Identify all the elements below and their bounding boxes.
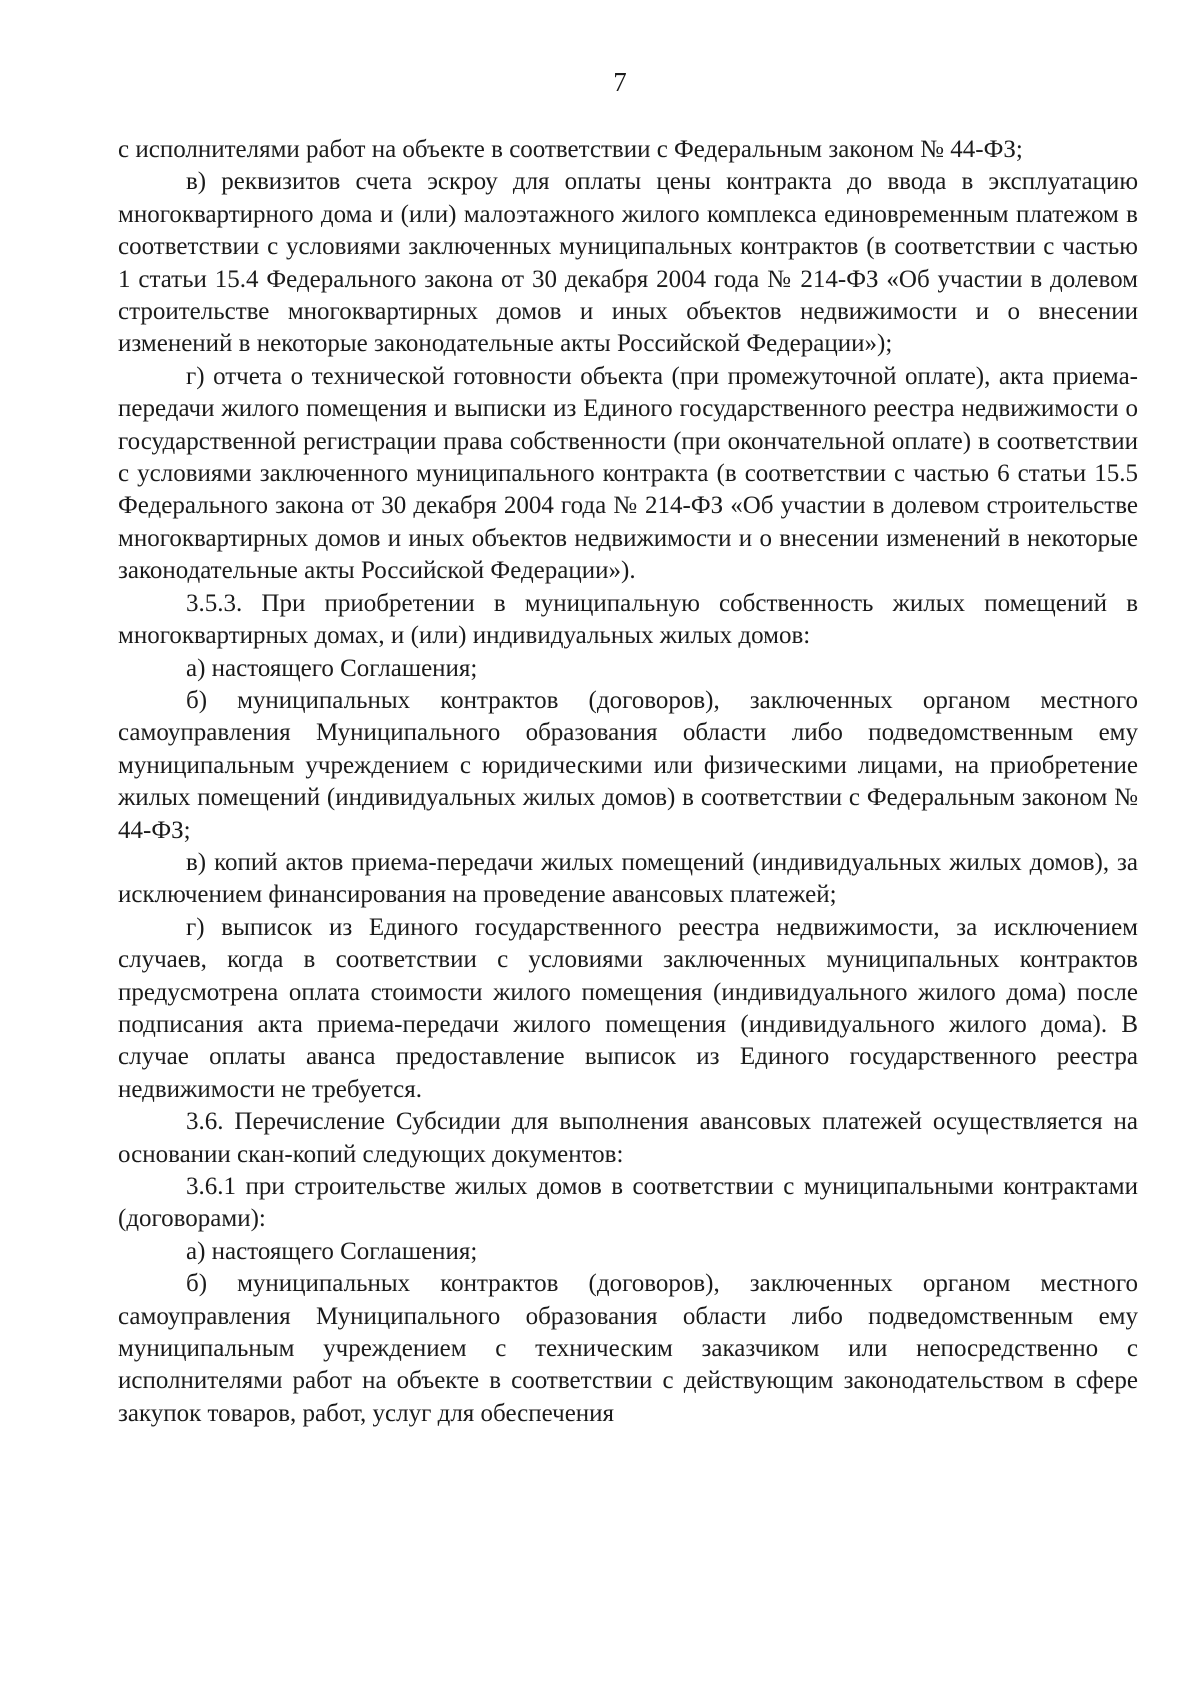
paragraph-item-g-extracts: г) выписок из Единого государственного реестра недвижимости, за исключением случаев, когда в соответствии с условиями заключенных муниципальных контрактов предусмотрена оплата стоимости жилого помещения (индивидуального жилого дома) после подписания акта приема-передачи жилого помещения (индивидуального жилого дома). В случае оплаты аванса предоставление выписок из Единого государственного реестра недвижимости не требуется. (118, 913, 1138, 1103)
paragraph-item-b-contracts-2: б) муниципальных контрактов (договоров), заключенных органом местного самоуправления Муниципального образования области либо подведомственным ему муниципальным учреждением с техническим заказчиком или непосредственно с исполнителями работ на объекте в соответствии с действующим законодательством в сфере закупок товаров, работ, услуг для обеспечения (118, 1270, 1138, 1427)
paragraph-continuation: с исполнителями работ на объекте в соответствии с Федеральным законом № 44-ФЗ; (118, 136, 1023, 163)
paragraph-3-6: 3.6. Перечисление Субсидии для выполнения авансовых платежей осуществляется на основании скан-копий следующих документов: (118, 1108, 1138, 1168)
paragraph-item-g-report: г) отчета о технической готовности объекта (при промежуточной оплате), акта приема-передачи жилого помещения и выписки из Единого государственного реестра недвижимости о государственной регистрации права собственности (при окончательной оплате) в соответствии с условиями заключенного муниципального контракта (в соответствии с частью 6 статьи 15.5 Федерального закона от 30 декабря 2004 года № 214-ФЗ «Об участии в долевом строительстве многоквартирных домов и иных объектов недвижимости и о внесении изменений в некоторые законодательные акты Российской Федерации»). (118, 362, 1138, 585)
paragraph-item-a-agreement-2: а) настоящего Соглашения; (186, 1237, 478, 1265)
paragraph-3-5-3: 3.5.3. При приобретении в муниципальную собственность жилых помещений в многоквартирных домах, и (или) индивидуальных жилых домов: (118, 589, 1138, 650)
paragraph-item-v-escrow: в) реквизитов счета эскроу для оплаты цены контракта до ввода в эксплуатацию многоквартирного дома и (или) малоэтажного жилого комплекса единовременным платежом в соответствии с условиями заключенных муниципальных контрактов (в соответствии с частью 1 статьи 15.4 Федерального закона от 30 декабря 2004 года № 214-ФЗ «Об участии в долевом строительстве многоквартирных домов и иных объектов недвижимости и о внесении изменений в некоторые законодательные акты Российской Федерации»); (118, 168, 1138, 358)
page-number: 7 (613, 67, 627, 97)
paragraph-3-6-1: 3.6.1 при строительстве жилых домов в соответствии с муниципальными контрактами (договорами): (118, 1173, 1138, 1233)
document-body (118, 134, 1138, 1430)
paragraph-item-v-acts: в) копий актов приема-передачи жилых помещений (индивидуальных жилых домов), за исключением финансирования на проведение авансовых платежей; (118, 848, 1138, 909)
paragraph-item-a-agreement: а) настоящего Соглашения; (186, 654, 478, 682)
paragraph-item-b-contracts: б) муниципальных контрактов (договоров), заключенных органом местного самоуправления Муниципального образования области либо подведомственным ему муниципальным учреждением с юридическими или физическими лицами, на приобретение жилых помещений (индивидуальных жилых домов) в соответствии с Федеральным законом № 44-ФЗ; (118, 686, 1138, 844)
